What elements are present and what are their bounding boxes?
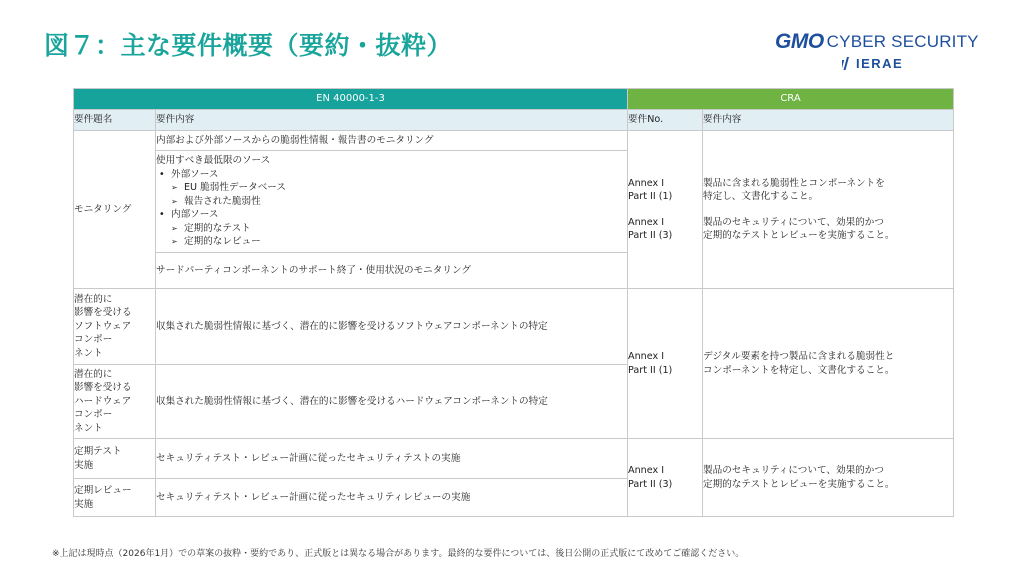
annex-cell [628, 439, 703, 517]
col-cra-content-header: 要件内容 [703, 110, 954, 131]
list-item: ➢ 報告された脆弱性 [156, 195, 627, 209]
source-list-cell [156, 151, 628, 253]
annex-line: Annex I [628, 177, 665, 189]
topic-hardware: 潜在的に 影響を受ける ハードウェア コンポー ネント [74, 365, 156, 439]
annex-line: Annex I [628, 351, 665, 362]
topic-monitoring: モニタリング [74, 131, 156, 289]
footnote: ※上記は現時点（2026年1月）での草案の抜粋・要約であり、正式版とは異なる場合があります。最終的な要件については、後日公開の正式版にて改めてご確認ください。 [52, 549, 745, 559]
list-item: ➢ 定期的なレビュー [156, 235, 627, 249]
page-title: 図７：主な要件概要（要約・抜粋） [44, 31, 453, 60]
sources-title: 使用すべき最低限のソース [156, 155, 271, 167]
annex-line: Part II (1) [628, 364, 673, 376]
ierae-mark-icon [842, 57, 852, 70]
cra-text-line: コンポーネントを特定し、文書化すること。 [703, 364, 895, 376]
list-item: • 内部ソース [156, 208, 627, 222]
annex-line: Annex I [628, 465, 665, 476]
annex-line: Annex I [628, 216, 665, 228]
cra-text-line: 製品のセキュリティについて、効果的かつ [703, 216, 884, 228]
topic-testing: 定期テスト 実施 [74, 439, 156, 479]
content-cell: 収集された脆弱性情報に基づく、潜在的に影響を受けるハードウェアコンポーネントの特定 [156, 365, 628, 439]
list-item: ➢ EU 脆弱性データベース [156, 181, 627, 195]
col-topic-header: 要件題名 [74, 110, 156, 131]
annex-cell [628, 131, 703, 289]
en-standard-header: EN 40000-1-3 [74, 89, 628, 110]
content-cell: 内部および外部ソースからの脆弱性情報・報告書のモニタリング [156, 131, 628, 151]
cra-header: CRA [628, 89, 954, 110]
cra-text-line: 製品のセキュリティについて、効果的かつ [703, 465, 884, 476]
annex-line: Part II (3) [628, 478, 673, 490]
content-cell: セキュリティテスト・レビュー計画に従ったセキュリティテストの実施 [156, 439, 628, 479]
list-item: ➢ 定期的なテスト [156, 222, 627, 236]
cra-text-line: デジタル要素を持つ製品に含まれる脆弱性と [703, 351, 895, 362]
list-item: • 外部ソース [156, 168, 627, 182]
cra-text-line: 定期的なテストとレビューを実施すること。 [703, 230, 895, 241]
col-content-header: 要件内容 [156, 110, 628, 131]
content-cell: 収集された脆弱性情報に基づく、潜在的に影響を受けるソフトウェアコンポーネントの特定 [156, 289, 628, 365]
requirements-table [73, 88, 954, 517]
annex-cell [628, 289, 703, 439]
annex-line: Part II (1) [628, 191, 673, 202]
annex-line: Part II (3) [628, 230, 673, 241]
gmo-cyber-security-logo [775, 30, 995, 76]
cra-content-cell [703, 439, 954, 517]
column-header-row [74, 110, 954, 131]
standard-header-row [74, 89, 954, 110]
table-row [74, 131, 954, 151]
content-cell: セキュリティテスト・レビュー計画に従ったセキュリティレビューの実施 [156, 479, 628, 517]
topic-software: 潜在的に 影響を受ける ソフトウェア コンポー ネント [74, 289, 156, 365]
logo-cyber-text: CYBER SECURITY [826, 32, 979, 51]
cra-text-line: 定期的なテストとレビューを実施すること。 [703, 478, 895, 490]
topic-review: 定期レビュー 実施 [74, 479, 156, 517]
col-no-header: 要件No. [628, 110, 703, 131]
content-cell: サードパーティコンポーネントのサポート終了・使用状況のモニタリング [156, 253, 628, 289]
cra-content-cell [703, 131, 954, 289]
cra-text-line: 特定し、文書化すること。 [703, 191, 819, 202]
logo-ierae-text: IERAE [856, 56, 904, 71]
logo-gmo-text: GMO [775, 30, 824, 53]
cra-text-line: 製品に含まれる脆弱性とコンポーネントを [703, 177, 885, 189]
table-row [74, 439, 954, 479]
cra-content-cell [703, 289, 954, 439]
table-row [74, 289, 954, 365]
